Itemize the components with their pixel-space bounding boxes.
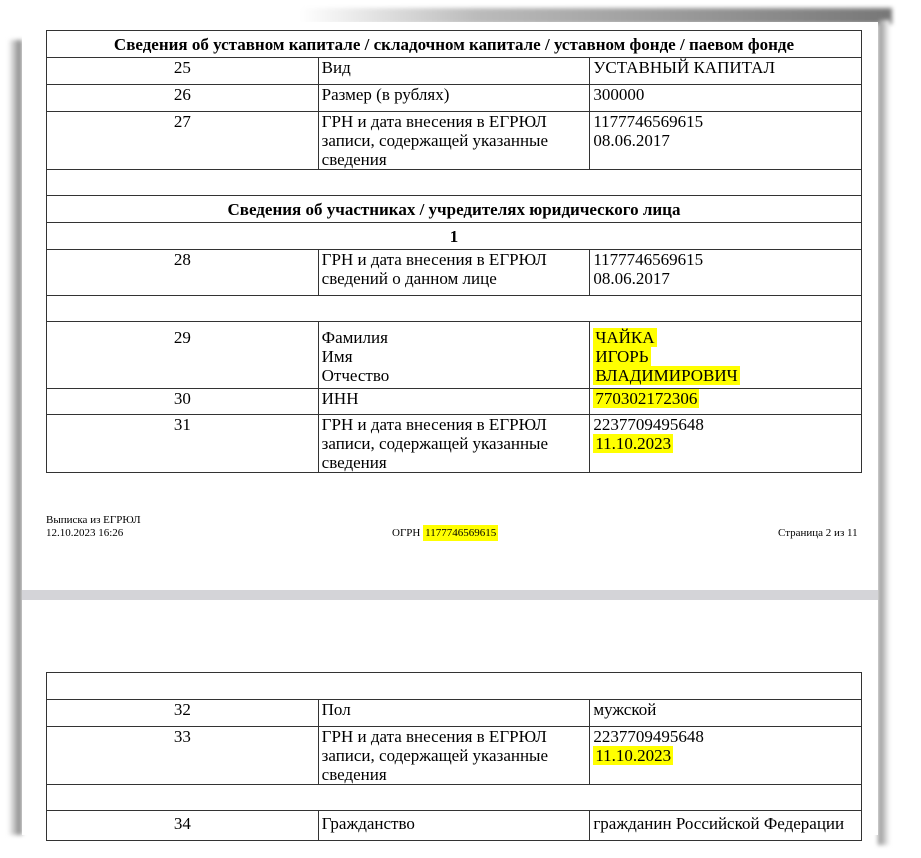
row-label: Гражданство [318,811,590,841]
row-label: ГРН и дата внесения в ЕГРЮЛ записи, содержащей указанные сведения [318,727,590,785]
egrul-table-page-2 [46,30,862,473]
table-row [47,58,862,85]
table-row [47,700,862,727]
grn: 2237709495648 [593,415,704,434]
row-label: ГРН и дата внесения в ЕГРЮЛ сведений о данном лице [318,250,590,296]
table-row [47,415,862,473]
row-label: ИНН [318,389,590,415]
row-number: 34 [47,811,319,841]
row-value [590,415,862,473]
grn: 1177746569615 [593,112,704,131]
ogrn-label: ОГРН [392,527,421,539]
date: 08.06.2017 [593,269,670,288]
page-separator [22,590,878,600]
table-row [47,112,862,170]
row-value: мужской [590,700,862,727]
row-label: Размер (в рублях) [318,85,590,112]
table-row [47,811,862,841]
row-label: ГРН и дата внесения в ЕГРЮЛ записи, содержащей указанные сведения [318,112,590,170]
row-value: 300000 [590,85,862,112]
row-value [590,112,862,170]
section-heading-capital: Сведения об уставном капитале / складочном капитале / уставном фонде / паевом фонде [47,31,862,58]
footer-ogrn [392,527,498,540]
inn-value: 770302172306 [595,389,698,408]
page-shadow [878,20,890,845]
row-value [590,727,862,785]
empty-row [47,785,862,811]
name-label: Имя [321,347,353,366]
table-row [47,727,862,785]
row-label: ГРН и дата внесения в ЕГРЮЛ записи, содержащей указанные сведения [318,415,590,473]
table-row [47,389,862,415]
date: 08.06.2017 [593,131,670,150]
row-value: гражданин Российской Федерации [590,811,862,841]
grn: 2237709495648 [593,727,704,746]
row-value [590,250,862,296]
empty-row [47,673,862,700]
row-label [318,322,590,389]
row-value: УСТАВНЫЙ КАПИТАЛ [590,58,862,85]
footer-title: Выписка из ЕГРЮЛ [46,514,141,526]
patronymic-value: ВЛАДИМИРОВИЧ [595,366,738,385]
grn: 1177746569615 [593,250,704,269]
row-value [590,389,862,415]
row-number: 28 [47,250,319,296]
page-shadow [8,40,22,835]
row-number: 30 [47,389,319,415]
footer-datetime: 12.10.2023 16:26 [46,527,124,539]
row-number: 25 [47,58,319,85]
table-row [47,250,862,296]
founder-index: 1 [47,223,862,250]
egrul-table-page-3 [46,672,862,841]
empty-row [47,170,862,196]
table-row [47,85,862,112]
row-number: 26 [47,85,319,112]
row-label: Пол [318,700,590,727]
footer-left [46,514,141,540]
date: 11.10.2023 [595,434,672,453]
footer-page-number: Страница 2 из 11 [778,527,858,539]
surname-label: Фамилия [321,328,388,347]
row-value [590,322,862,389]
row-number: 27 [47,112,319,170]
row-number: 32 [47,700,319,727]
patronymic-label: Отчество [321,366,390,385]
row-number: 33 [47,727,319,785]
row-number: 31 [47,415,319,473]
table-row [47,322,862,389]
surname-value: ЧАЙКА [595,328,655,347]
empty-row [47,296,862,322]
name-value: ИГОРЬ [595,347,649,366]
row-number: 29 [47,322,319,389]
ogrn-value: 1177746569615 [425,527,497,539]
date: 11.10.2023 [595,746,672,765]
section-heading-founders: Сведения об участниках / учредителях юридического лица [47,196,862,223]
row-label: Вид [318,58,590,85]
